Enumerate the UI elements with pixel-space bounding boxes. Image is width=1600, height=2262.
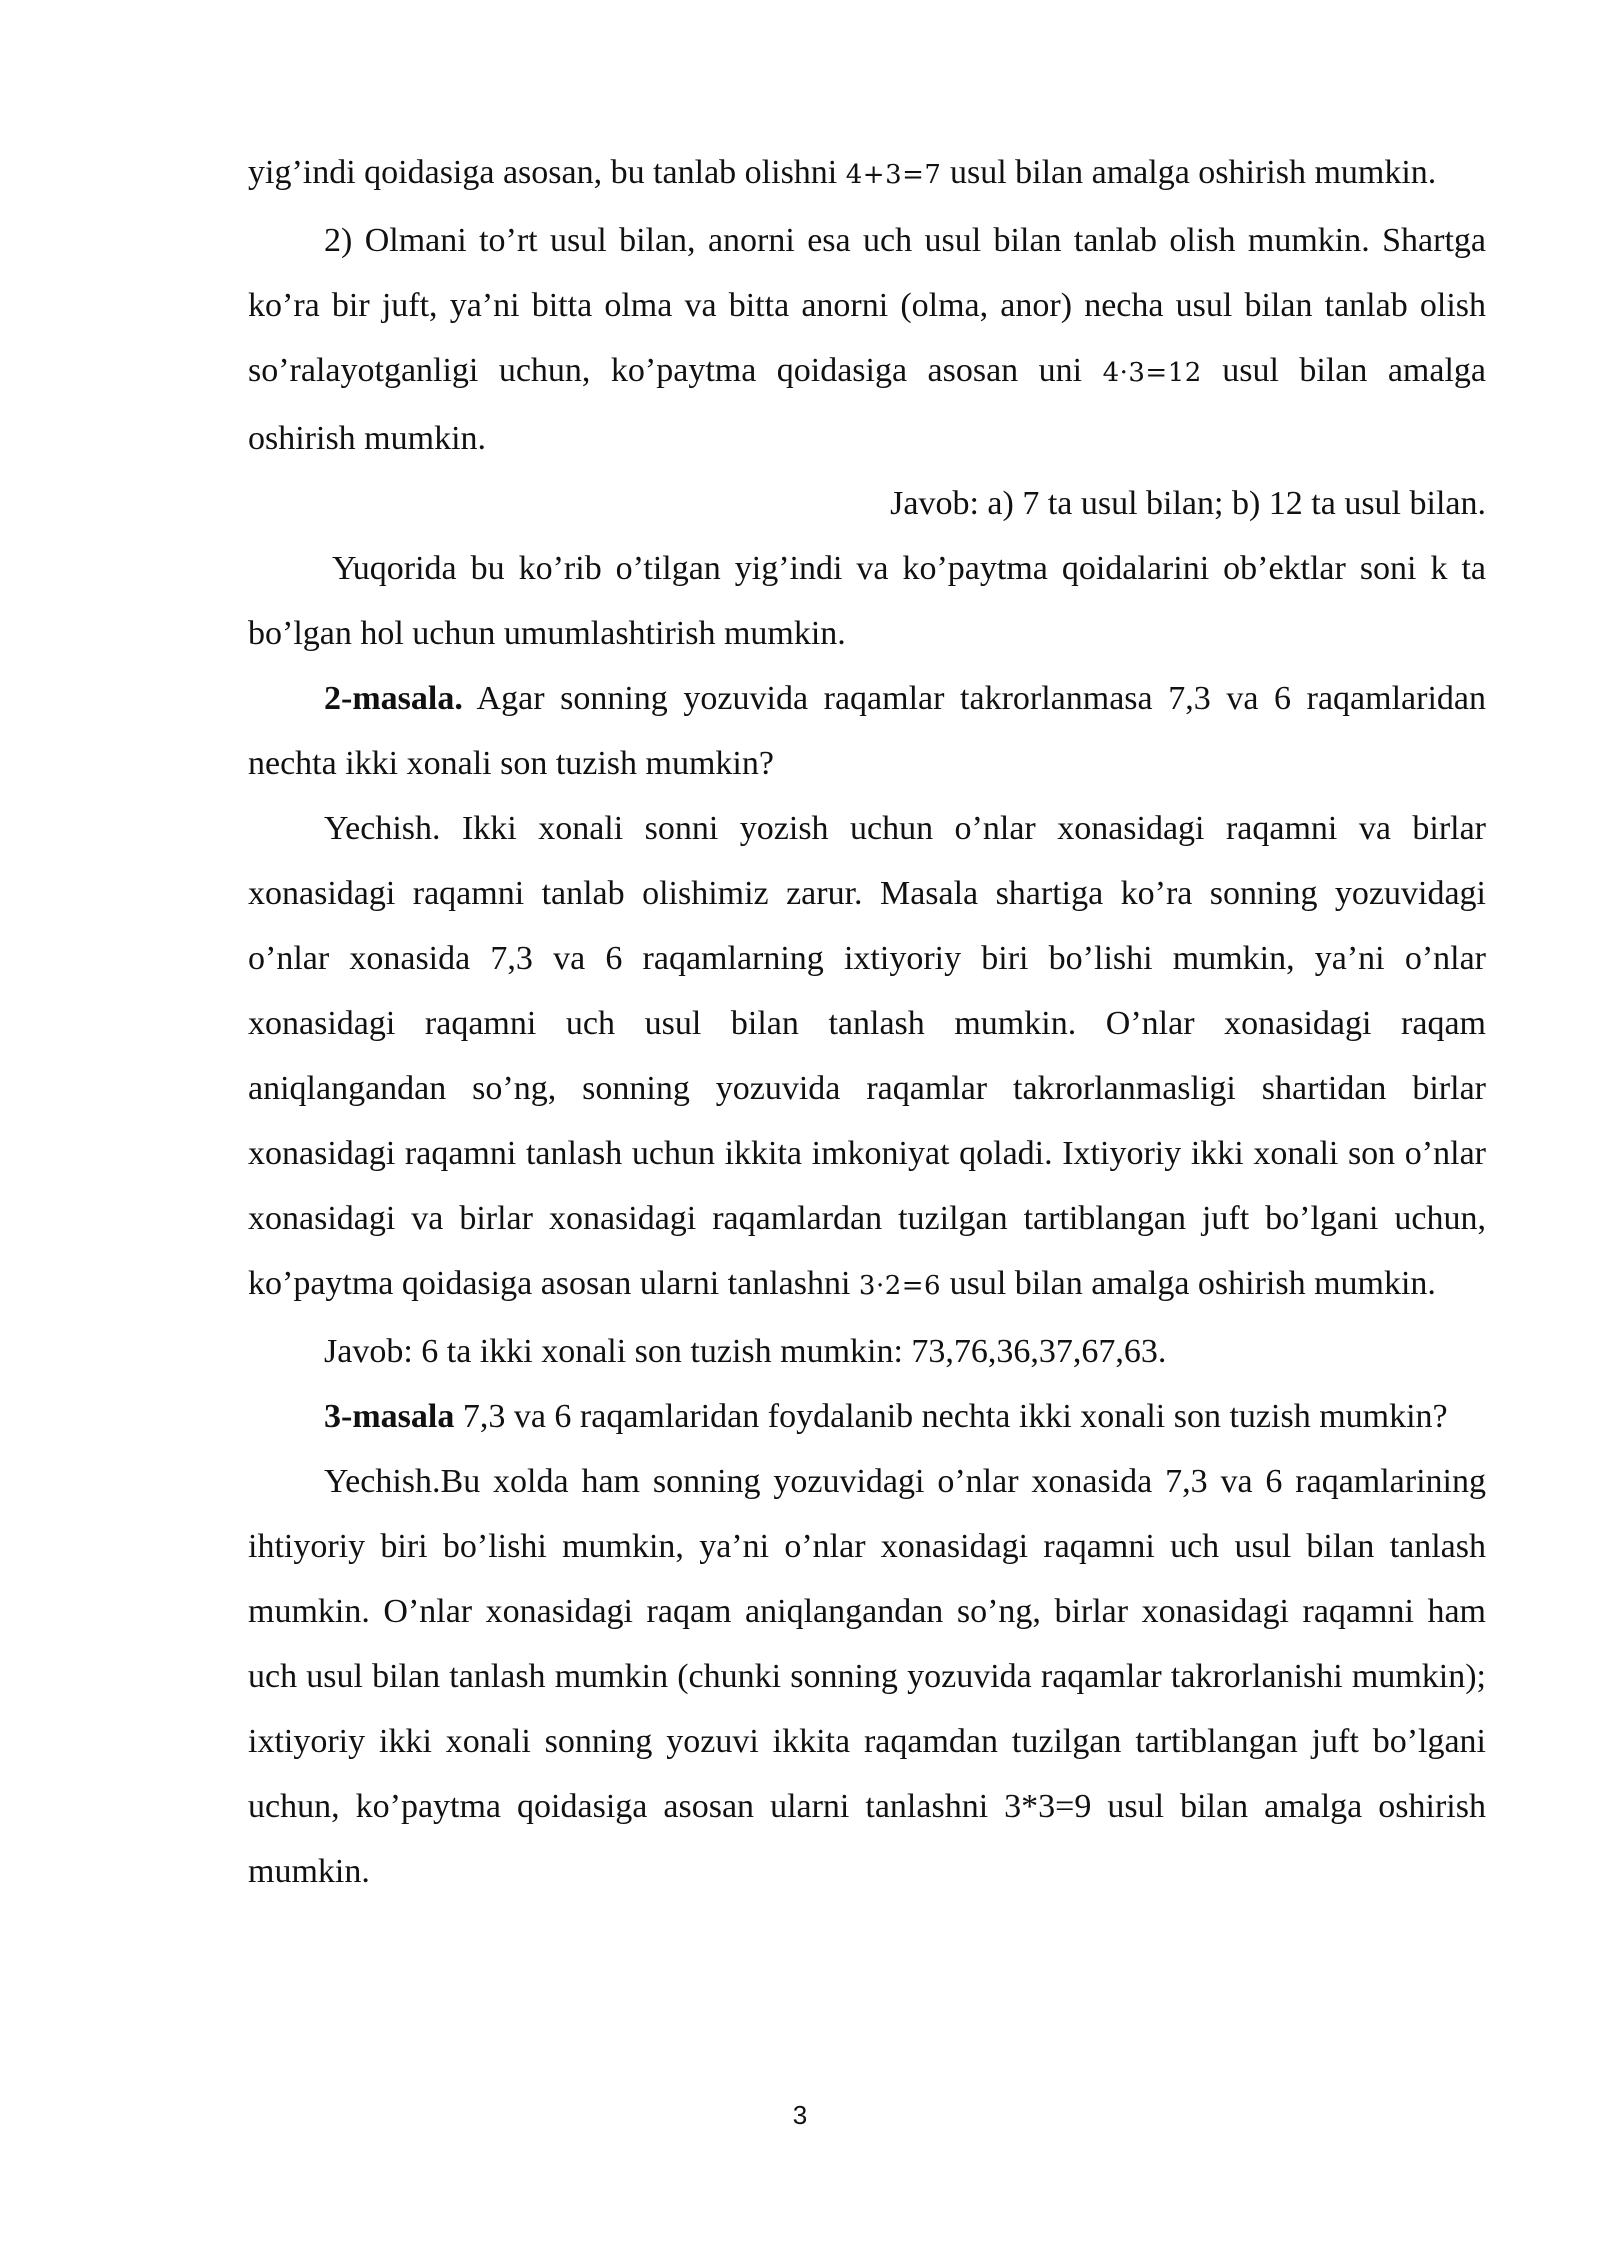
answer-2: Javob: 6 ta ikki xonali son tuzish mumkin: 73,76,36,37,67,63. — [324, 1333, 1167, 1370]
document-page — [248, 140, 1486, 1904]
problem-2-text: Agar sonning yozuvida raqamlar takrorlanmasa 7,3 va 6 raqamlaridan nechta ikki xonali son tuzish mumkin? — [248, 680, 1486, 782]
problem-3-label: 3-masala — [324, 1398, 455, 1435]
text: yig’indi qoidasiga asosan, bu tanlab olishni — [248, 154, 846, 191]
text: usul bilan amalga oshirish mumkin. — [941, 1265, 1436, 1302]
paragraph-product-rule-example — [248, 208, 1486, 471]
formula-sum: 4+3=7 — [845, 160, 942, 190]
formula-solution-2: 3·2=6 — [858, 1271, 942, 1301]
problem-3-text: 7,3 va 6 raqamlaridan foydalanib nechta ikki xonali son tuzish mumkin? — [454, 1398, 1448, 1435]
text: usul bilan amalga oshirish mumkin. — [941, 154, 1437, 191]
solution-3: Yechish.Bu xolda ham sonning yozuvidagi o’nlar xonasida 7,3 va 6 raqamlarining ihtiyoriy biri bo’lishi mumkin, ya’ni o’nlar xonasidagi raqamni uch usul bilan tanlash mumkin. O’nlar xonasidagi raqam aniqlangandan so’ng, birlar xonasidagi raqamni ham uch usul bilan tanlash mumkin (chunki sonning yozuvida raqamlar takrorlanishi mumkin); ixtiyoriy ikki xonali sonning yozuvi ikkita raqamdan tuzilgan tartiblangan juft bo’lgani uchun, ko’paytma qoidasiga asosan ularni tanlashni 3*3=9 usul bilan amalga oshirish mumkin. — [248, 1463, 1486, 1890]
text: Yechish. Ikki xonali sonni yozish uchun o’nlar xonasidagi raqamni va birlar xonasidagi raqamni tanlab olishimiz zarur. Masala shartiga ko’ra sonning yozuvidagi o’nlar xonasida 7,3 va 6 raqamlarning ixtiyoriy biri bo’lishi mumkin, ya’ni o’nlar xonasidagi raqamni uch usul bilan tanlash mumkin. O’nlar xonasidagi raqam aniqlangandan so’ng, sonning yozuvida raqamlar takrorlanmasligi shartidan birlar xonasidagi raqamni tanlash uchun ikkita imkoniyat qoladi. Ixtiyoriy ikki xonali son o’nlar xonasidagi va birlar xonasidagi raqamlardan tuzilgan tartiblangan juft bo’lgani uchun, ko’paytma qoidasiga asosan ularni tanlashni — [248, 810, 1486, 1302]
answer-1: Javob: a) 7 ta usul bilan; b) 12 ta usul bilan. — [890, 485, 1486, 522]
paragraph-generalization: Yuqorida bu ko’rib o’tilgan yig’indi va ko’paytma qoidalarini ob’ektlar soni k ta bo’lgan hol uchun umumlashtirish mumkin. — [248, 550, 1486, 652]
paragraph-sum-rule-conclusion — [248, 140, 1486, 208]
page-number: 3 — [792, 2100, 808, 2130]
text: usul bilan amalga oshirish mumkin. — [248, 352, 1487, 457]
solution-2 — [248, 796, 1486, 1319]
problem-3 — [248, 1384, 1486, 1449]
problem-2 — [248, 666, 1486, 796]
formula-product: 4·3=12 — [1102, 358, 1202, 388]
text: 2) Olmani to’rt usul bilan, anorni esa uch usul bilan tanlab olish mumkin. Shartga ko’ra bir juft, ya’ni bitta olma va bitta anorni (olma, anor) necha usul bilan tanlab olish so’ralayotganligi uchun, ko’paytma qoidasiga asosan uni — [248, 222, 1486, 389]
problem-2-label: 2-masala. — [324, 680, 463, 717]
